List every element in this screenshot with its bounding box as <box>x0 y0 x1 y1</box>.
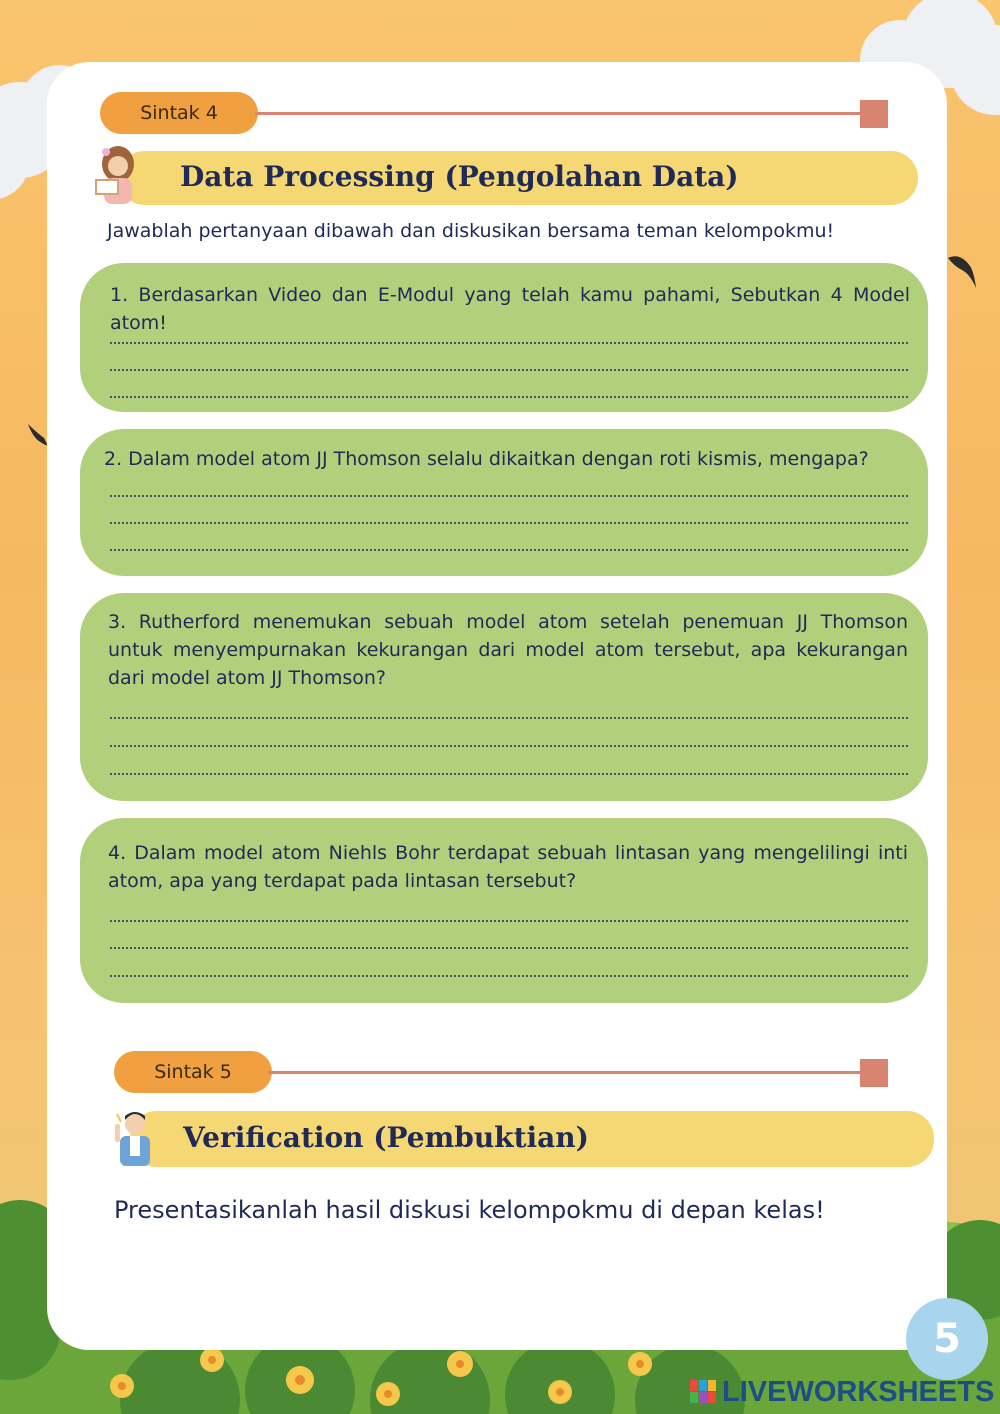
divider-line-4 <box>255 112 865 115</box>
bird-left <box>28 424 48 446</box>
answer-line[interactable] <box>110 369 908 371</box>
girl-reading-icon <box>92 144 144 206</box>
answer-line[interactable] <box>110 495 908 497</box>
divider-square-5 <box>860 1059 888 1087</box>
teacher-pointing-icon <box>112 1110 158 1168</box>
question-text-3: 3. Rutherford menemukan sebuah model atom setelah penemuan JJ Thomson untuk menyempurnakan kekurangan dari model atom tersebut, apa kekurangan dari model atom JJ Thomson? <box>108 611 908 689</box>
question-text-4: 4. Dalam model atom Niehls Bohr terdapat sebuah lintasan yang mengelilingi inti atom, apa yang terdapat pada lintasan tersebut? <box>108 842 908 892</box>
section-4-instruction: Jawablah pertanyaan dibawah dan diskusikan bersama teman kelompokmu! <box>107 220 835 242</box>
answer-line[interactable] <box>110 522 908 524</box>
bird-right <box>948 256 976 288</box>
answer-line[interactable] <box>110 773 908 775</box>
divider-square-4 <box>860 100 888 128</box>
answer-line[interactable] <box>110 396 908 398</box>
liveworksheets-logo <box>690 1374 994 1410</box>
brand-name: LIVEWORKSHEETS <box>722 1375 995 1408</box>
question-card-2 <box>80 429 928 576</box>
answer-line[interactable] <box>110 549 908 551</box>
liveworksheets-logo-icon <box>690 1380 718 1404</box>
answer-line[interactable] <box>110 342 908 344</box>
page-number-badge: 5 <box>906 1298 988 1380</box>
divider-line-5 <box>268 1071 865 1074</box>
section-5-title: Verification (Pembuktian) <box>183 1121 589 1154</box>
question-card-4 <box>80 818 928 1003</box>
step-label-sintak-5: Sintak 5 <box>114 1051 272 1093</box>
answer-line[interactable] <box>110 920 908 922</box>
answer-line[interactable] <box>110 947 908 949</box>
question-card-3 <box>80 593 928 801</box>
question-text-2: 2. Dalam model atom JJ Thomson selalu dikaitkan dengan roti kismis, mengapa? <box>104 448 869 470</box>
section-5-instruction: Presentasikanlah hasil diskusi kelompokmu di depan kelas! <box>114 1196 825 1224</box>
answer-line[interactable] <box>110 717 908 719</box>
question-card-1 <box>80 263 928 412</box>
answer-line[interactable] <box>110 975 908 977</box>
answer-line[interactable] <box>110 745 908 747</box>
step-label-sintak-4: Sintak 4 <box>100 92 258 134</box>
question-text-1: 1. Berdasarkan Video dan E-Modul yang telah kamu pahami, Sebutkan 4 Model atom! <box>110 284 910 334</box>
section-4-title: Data Processing (Pengolahan Data) <box>180 160 739 193</box>
